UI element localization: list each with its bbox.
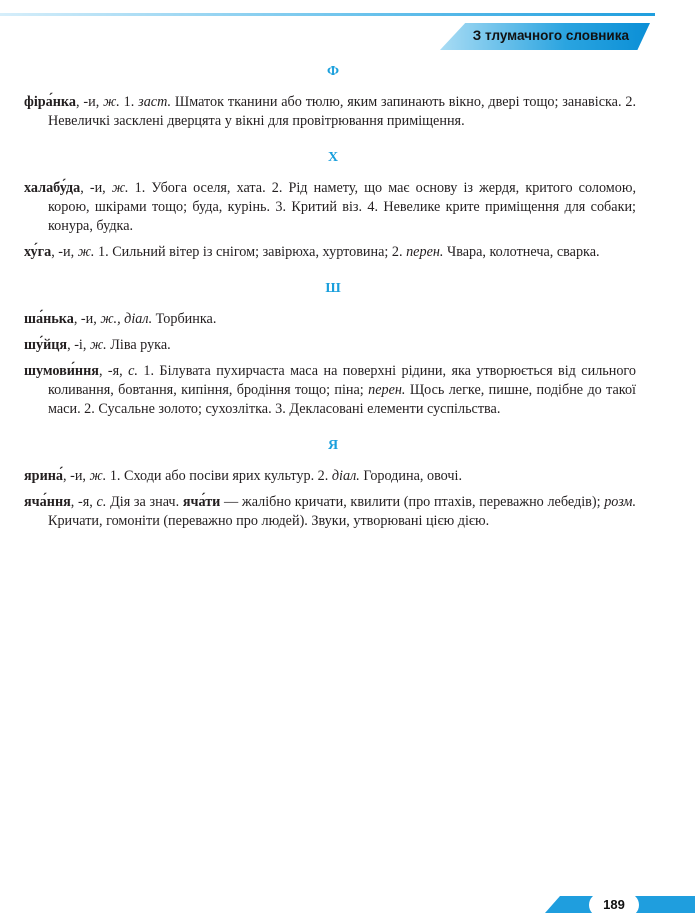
entry-headword: яча́ння <box>24 494 71 510</box>
entry-text: Шматок тканини або тюлю, яким запинають вікно, двері тощо; занавіска. 2. Невеличкі засклені дверцята у вікні для провітрювання приміщення. <box>48 94 636 129</box>
entry-label: перен. <box>406 244 444 260</box>
entry-text: Торбинка. <box>152 311 217 327</box>
entry-label: ж. <box>89 337 107 353</box>
entry-label: ж. <box>111 180 129 196</box>
entry-text: Дія за знач. <box>106 494 183 510</box>
entry-text: , -і, <box>67 337 90 353</box>
dictionary-content <box>24 60 636 538</box>
entry-label: ж. <box>103 94 120 110</box>
entry-headword: ша́нька <box>24 311 74 327</box>
entry-text: 1. <box>119 94 139 110</box>
entry-label: перен. <box>368 382 406 398</box>
entry-headword: халабу́да <box>24 180 81 196</box>
entry-label: заст. <box>138 94 172 110</box>
entry-text: , -я, <box>70 494 97 510</box>
entry-label: розм. <box>604 494 636 510</box>
dictionary-entry <box>24 493 636 531</box>
entry-text: , -я, <box>98 363 129 379</box>
section-letter: Х <box>327 150 339 165</box>
entry-headword: шу́йця <box>24 337 68 353</box>
entry-text: Городина, овочі. <box>359 468 463 484</box>
section-letter: Ш <box>325 281 341 296</box>
section-letter: Ф <box>326 64 340 79</box>
entry-label: с. <box>128 363 138 379</box>
entry-text: , -и, <box>80 180 112 196</box>
header-rule <box>0 13 655 16</box>
header-title: З тлумачного словника <box>472 28 629 43</box>
dictionary-entry <box>24 336 636 355</box>
entry-label: ж. <box>89 468 107 484</box>
entry-text: , -и, <box>75 94 104 110</box>
page-number: 189 <box>589 893 639 917</box>
dictionary-entry <box>24 362 636 419</box>
entry-text: Чвара, колотнеча, сварка. <box>443 244 600 260</box>
entry-text: — жалібно кричати, квилити (про птахів, переважно лебедів); <box>220 494 605 510</box>
entry-text: 1. Убога оселя, хата. 2. Рід намету, що має основу із жердя, критого соломою, корою, шкірами тощо; буда, курінь. 3. Критий віз. 4. Невелике крите приміщення для собаки; конура, будка. <box>48 180 636 234</box>
entry-headword: ярина́ <box>24 468 64 484</box>
entry-headword: яча́ти <box>182 494 221 510</box>
dictionary-entry <box>24 243 636 262</box>
entry-text: 1. Білувата пухирчаста маса на поверхні рідини, яка утворюється від сильного коливання, бовтання, кипіння, бродіння тощо; піна; <box>48 363 636 398</box>
entry-text: 1. Сильний вітер із снігом; завірюха, хуртовина; 2. <box>94 244 407 260</box>
entry-headword: фіра́нка <box>24 94 76 110</box>
entry-label: ж. <box>77 244 95 260</box>
dictionary-entry <box>24 467 636 486</box>
dictionary-entry <box>24 179 636 236</box>
entry-label: діал. <box>331 468 360 484</box>
entry-label: ж., діал. <box>100 311 153 327</box>
dictionary-entry <box>24 310 636 329</box>
entry-text: Щось легке, пишне, подібне до такої маси. 2. Сусальне золото; сухозлітка. 3. Декласовані елементи суспільства. <box>48 382 636 417</box>
entry-text: , -и, <box>73 311 101 327</box>
section-letter: Я <box>327 438 339 453</box>
dictionary-entry <box>24 93 636 131</box>
entry-text: , -и, <box>51 244 78 260</box>
entry-text: Кричати, гомоніти (переважно про людей). Звуки, утворювані цією дією. <box>48 513 490 529</box>
entry-label: с. <box>96 494 107 510</box>
entry-headword: ху́га <box>24 244 52 260</box>
entry-headword: шумови́ння <box>24 363 99 379</box>
entry-text: 1. Сходи або посіви ярих культур. 2. <box>106 468 332 484</box>
entry-text: Ліва рука. <box>106 337 171 353</box>
entry-text: , -и, <box>63 468 90 484</box>
